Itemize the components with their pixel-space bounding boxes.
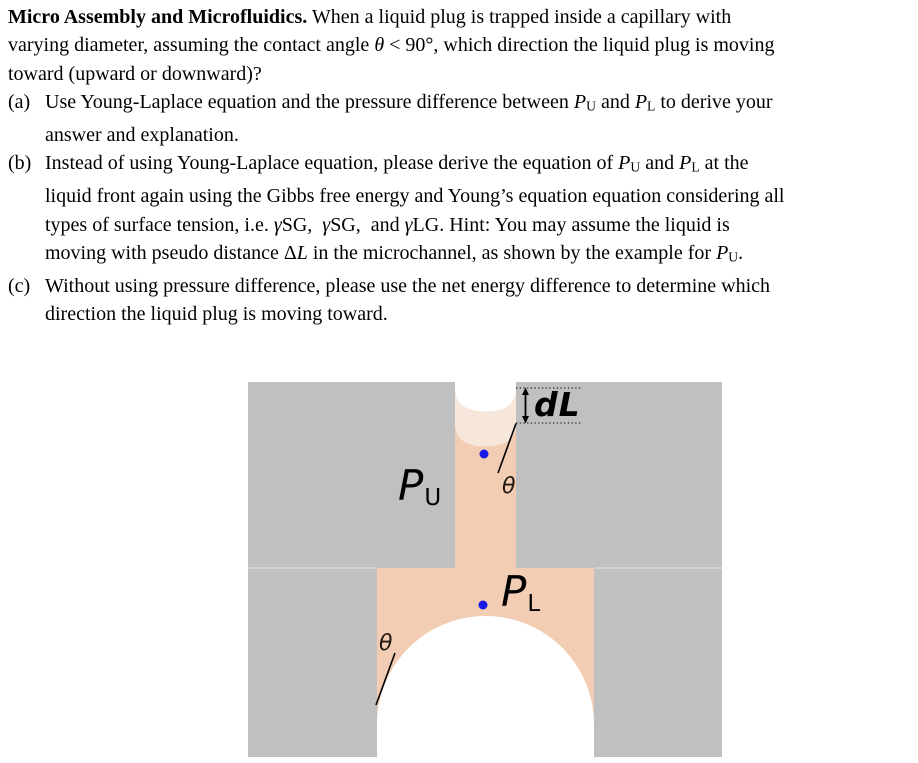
list-marker: (a) xyxy=(8,90,31,113)
text-segment: P xyxy=(716,241,729,264)
text-segment: P xyxy=(634,90,648,113)
pressure-upper-subscript: U xyxy=(424,485,442,511)
text-segment: Use Young-Laplace equation and the pressure difference between xyxy=(45,90,574,113)
text-line xyxy=(8,300,914,328)
text-segment: P xyxy=(573,90,587,113)
capillary-diagram xyxy=(248,382,722,757)
text-segment: answer and explanation. xyxy=(45,123,239,146)
text-segment: Without using pressure difference, please use the net energy difference to determine which xyxy=(45,274,771,297)
text-segment: to derive your xyxy=(655,90,773,113)
text-segment: and xyxy=(595,90,635,113)
problem-text xyxy=(8,3,914,328)
text-segment: LG. Hint: You may assume the liquid is xyxy=(412,213,730,236)
capillary-wall-lower-right xyxy=(594,568,722,757)
text-segment: at the xyxy=(699,152,749,175)
text-segment: < 90°, which direction the liquid plug is moving xyxy=(384,34,775,57)
text-segment: U xyxy=(728,249,739,265)
text-line xyxy=(8,88,914,121)
text-segment: varying diameter, assuming the contact angle xyxy=(8,34,375,57)
text-segment: γ xyxy=(404,213,413,236)
text-segment: L xyxy=(647,98,656,114)
text-segment: types of surface tension, i.e. xyxy=(45,213,274,236)
text-line xyxy=(8,149,914,182)
text-segment: liquid front again using the Gibbs free energy and Young’s equation equation considering all xyxy=(45,185,785,208)
text-line xyxy=(8,272,914,300)
text-segment: SG, xyxy=(281,213,323,236)
pressure-lower-dot xyxy=(479,601,488,610)
text-segment: in the microchannel, as shown by the example for xyxy=(307,241,717,264)
text-line xyxy=(8,239,914,272)
text-line xyxy=(8,60,914,88)
text-segment: L xyxy=(296,241,308,264)
text-segment: γ xyxy=(273,213,282,236)
pressure-upper-main: P xyxy=(398,461,424,510)
pressure-lower-main: P xyxy=(501,567,527,616)
text-segment: and xyxy=(640,152,680,175)
text-segment: θ xyxy=(374,34,385,57)
text-line xyxy=(8,31,914,59)
contact-angle-upper-label: θ xyxy=(502,474,516,499)
text-line xyxy=(8,182,914,210)
text-segment: Instead of using Young-Laplace equation, please derive the equation of xyxy=(45,152,619,175)
list-marker: (c) xyxy=(8,274,31,297)
text-line xyxy=(8,121,914,149)
text-segment: direction the liquid plug is moving toward. xyxy=(45,303,388,326)
text-segment: U xyxy=(586,98,596,114)
pressure-lower-subscript: L xyxy=(527,591,541,617)
text-segment: L xyxy=(691,159,700,175)
text-line xyxy=(8,3,914,31)
text-segment: Micro Assembly and Microfluidics. xyxy=(8,6,308,28)
text-segment: . xyxy=(738,241,744,264)
dl-label: dL xyxy=(534,385,581,424)
pressure-upper-dot xyxy=(480,450,489,459)
text-segment: SG, and xyxy=(330,213,405,236)
capillary-wall-upper-left xyxy=(248,382,455,568)
text-segment: moving with pseudo distance Δ xyxy=(45,241,297,264)
text-segment: γ xyxy=(322,213,331,236)
contact-angle-lower-label: θ xyxy=(379,631,393,656)
text-segment: toward (upward or downward)? xyxy=(8,62,262,85)
text-segment: P xyxy=(618,152,631,175)
text-segment: U xyxy=(630,159,641,175)
text-segment: P xyxy=(679,152,692,175)
list-marker: (b) xyxy=(8,152,32,175)
text-line xyxy=(8,211,914,239)
text-segment: When a liquid plug is trapped inside a capillary with xyxy=(307,6,732,28)
capillary-wall-lower-left xyxy=(248,568,377,757)
